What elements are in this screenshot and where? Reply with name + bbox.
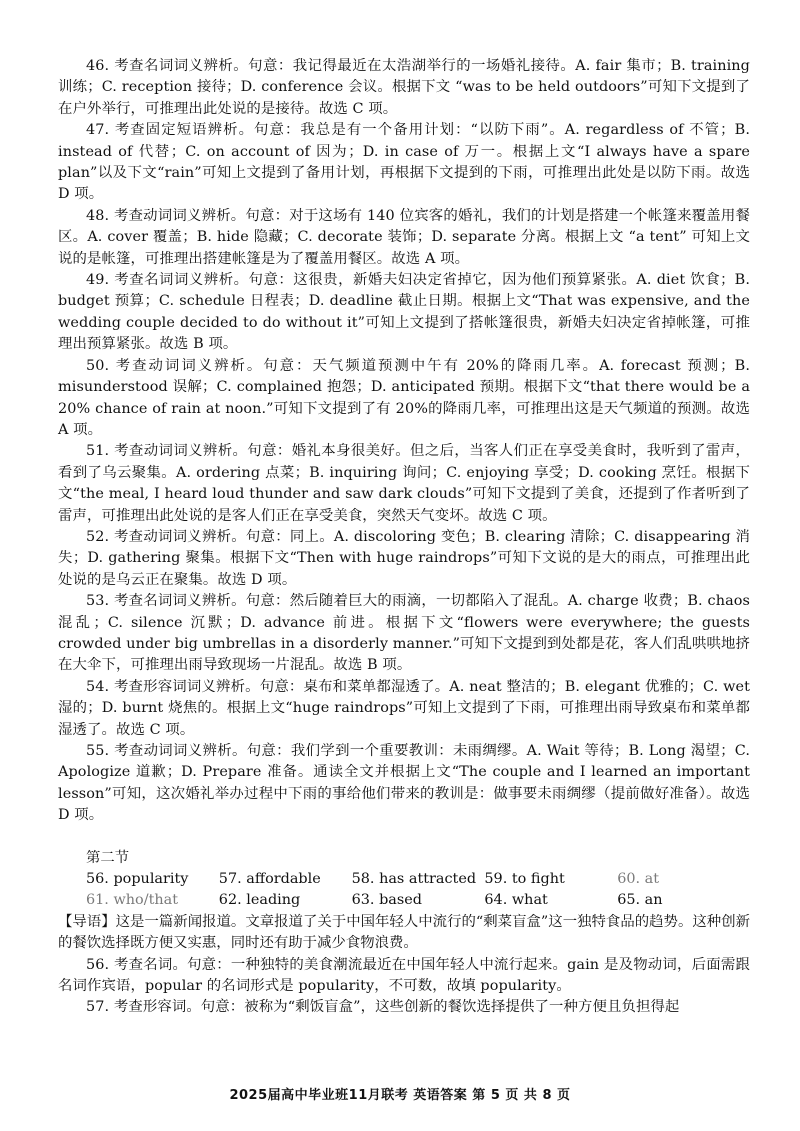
answer-61: 61. who/that xyxy=(86,892,178,909)
explanation-53: 53. 考查名词词义辨析。句意：然后随着巨大的雨滴，一切都陷入了混乱。A. charge 收费；B. chaos 混乱；C. silence 沉默；D. advance 前进。根据下文“flowers were everywhere; the guests crowded under big umbrellas in a disorderly manner.”可知下文提到到处都是花，客人们乱哄哄地挤在大伞下，可推理出雨导致现场一片混乱。故选 B 项。 xyxy=(58,593,750,674)
answer-65: 65. an xyxy=(617,892,663,909)
answer-62: 62. leading xyxy=(218,892,301,909)
page-footer: 2025届高中毕业班11月联考 英语答案 第 5 页 共 8 页 xyxy=(229,1088,571,1103)
explanation-56: 56. 考查名词。句意：一种独特的美食潮流最近在中国年轻人中流行起来。gain 是及物动词，后面需跟名词作宾语，popular 的名词形式是 popularity，不可数，故填 popularity。 xyxy=(58,956,750,995)
answer-row xyxy=(86,869,750,890)
explanation-46: 46. 考查名词词义辨析。句意：我记得最近在太浩湖举行的一场婚礼接待。A. fair 集市；B. training 训练；C. reception 接待；D. conference 会议。根据下文 “was to be held outdoors”可知下文提到了在户外举行，可推理出此处说的是接待。故选 C 项。 xyxy=(58,58,750,117)
answer-63: 63. based xyxy=(351,892,422,909)
explanation-50: 50. 考查动词词义辨析。句意：天气频道预测中午有 20%的降雨几率。A. forecast 预测；B. misunderstood 误解；C. complained 抱怨；D. anticipated 预期。根据下文“that there would be a 20% chance of rain at noon.”可知下文提到了有 20%的降雨几率，可推理出这是天气频道的预测。故选 A 项。 xyxy=(58,357,750,438)
explanation-52: 52. 考查动词词义辨析。句意：同上。A. discoloring 变色；B. clearing 清除；C. disappearing 消失；D. gathering 聚集。根据下文“Then with huge raindrops”可知下文说的是大的雨点，可推理出此处说的是乌云正在聚集。故选 D 项。 xyxy=(58,528,750,588)
lead-paragraph: 【导语】这是一篇新闻报道。文章报道了关于中国年轻人中流行的“剩菜盲盒”这一独特食品的趋势。这种创新的餐饮选择既方便又实惠，同时还有助于减少食物浪费。 xyxy=(58,913,750,952)
answer-64: 64. what xyxy=(484,892,548,909)
section-title: 第二节 xyxy=(86,849,130,866)
explanation-49: 49. 考查名词词义辨析。句意：这很贵，新婚夫妇决定省掉它，因为他们预算紧张。A. diet 饮食；B. budget 预算；C. schedule 日程表；D. deadline 截止日期。根据上文“That was expensive, and the wedding couple decided to do without it”可知上文提到了搭帐篷很贵，新婚夫妇决定省掉帐篷，可推理出预算紧张。故选 B 项。 xyxy=(58,272,750,353)
answer-60: 60. at xyxy=(617,871,660,888)
answer-59: 59. to fight xyxy=(484,871,565,888)
explanation-51: 51. 考查动词词义辨析。句意：婚礼本身很美好。但之后，当客人们正在享受美食时，我听到了雷声，看到了乌云聚集。A. ordering 点菜；B. inquiring 询问；C. enjoying 享受；D. cooking 烹饪。根据下文“the meal, I heard loud thunder and saw dark clouds”可知下文提到了美食，还提到了作者听到了雷声，可推理出此处说的是客人们正在享受美食，突然天气变坏。故选 C 项。 xyxy=(58,443,750,524)
explanation-48: 48. 考查动词词义辨析。句意：对于这场有 140 位宾客的婚礼，我们的计划是搭建一个帐篷来覆盖用餐区。A. cover 覆盖；B. hide 隐藏；C. decorate 装饰；D. separate 分离。根据上文 “a tent” 可知上文说的是帐篷，可推理出搭建帐篷是为了覆盖用餐区。故选 A 项。 xyxy=(58,207,750,267)
answer-row xyxy=(86,890,750,911)
explanations-section xyxy=(58,56,750,827)
explanation-54: 54. 考查形容词词义辨析。句意：桌布和菜单都湿透了。A. neat 整洁的；B. elegant 优雅的；C. wet 湿的；D. burnt 烧焦的。根据上文“huge raindrops”可知上文提到了下雨，可推理出雨导致桌布和菜单都湿透了。故选 C 项。 xyxy=(58,678,750,738)
explanation-47: 47. 考查固定短语辨析。句意：我总是有一个备用计划：“以防下雨”。A. regardless of 不管；B. instead of 代替；C. on account of 因为；D. in case of 万一。根据上文“I always have a spare plan”以及下文“rain”可知上文提到了备用计划，再根据下文提到的下雨，可推理出此处是以防下雨。故选 D 项。 xyxy=(58,122,750,203)
answer-56: 56. popularity xyxy=(86,871,189,888)
document-page xyxy=(58,56,750,1019)
answer-58: 58. has attracted xyxy=(351,871,477,888)
explanation-55: 55. 考查动词词义辨析。句意：我们学到一个重要教训：未雨绸缪。A. Wait 等待；B. Long 渴望；C. Apologize 道歉；D. Prepare 准备。通读全文并根据上文“The couple and I learned an important lesson”可知，这次婚礼举办过程中下雨的事给他们带来的教训是：做事要未雨绸缪（提前做好准备）。故选 D 项。 xyxy=(58,743,750,824)
explanations-section-2 xyxy=(58,955,750,1019)
answer-57: 57. affordable xyxy=(218,871,321,888)
answer-key xyxy=(86,869,750,912)
explanation-57: 57. 考查形容词。句意：被称为“剩饭盲盒”，这些创新的餐饮选择提供了一种方便且负担得起 xyxy=(86,999,680,1016)
